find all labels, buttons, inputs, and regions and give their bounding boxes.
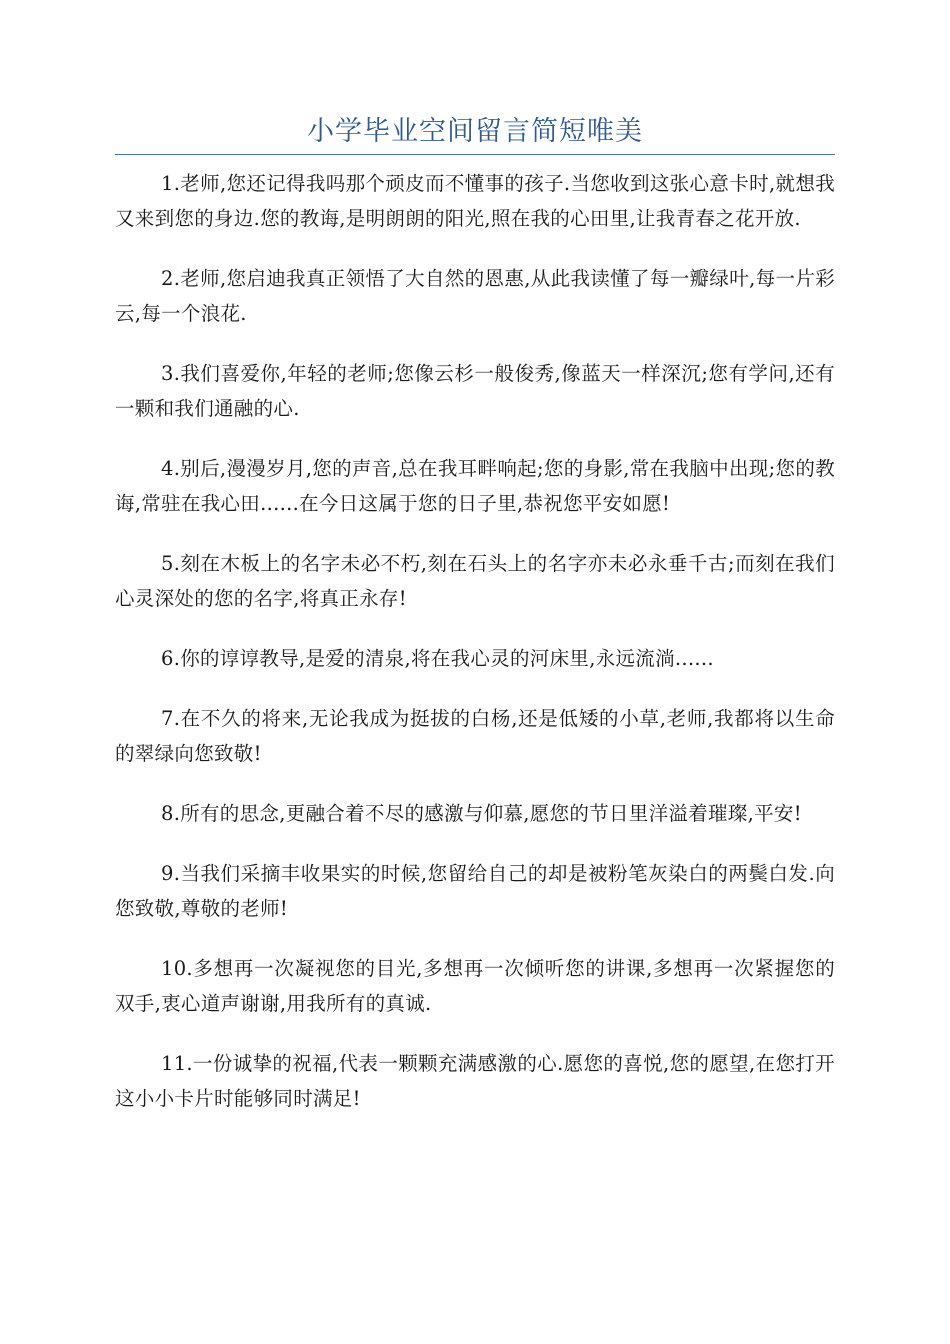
paragraph-8: 8.所有的思念,更融合着不尽的感激与仰慕,愿您的节日里洋溢着璀璨,平安! [161,802,802,825]
page-title: 小学毕业空间留言简短唯美 [307,116,643,147]
paragraph-9: 9.当我们采摘丰收果实的时候,您留给自己的却是被粉笔灰染白的两鬓白发.向您致敬,尊敬的老师! [115,862,835,920]
paragraph-2: 2.老师,您启迪我真正领悟了大自然的恩惠,从此我读懂了每一瓣绿叶,每一片彩云,每一个浪花. [115,267,835,325]
paragraph-11: 11.一份诚挚的祝福,代表一颗颗充满感激的心.愿您的喜悦,您的愿望,在您打开这小小卡片时能够同时满足! [115,1052,835,1110]
paragraph-1: 1.老师,您还记得我吗那个顽皮而不懂事的孩子.当您收到这张心意卡时,就想我又来到您的身边.您的教诲,是明朗朗的阳光,照在我的心田里,让我青春之花开放. [115,172,835,230]
paragraph-10: 10.多想再一次凝视您的目光,多想再一次倾听您的讲课,多想再一次紧握您的双手,衷心道声谢谢,用我所有的真诚. [115,957,835,1015]
document-body [115,166,835,1141]
title-underline [115,154,835,155]
paragraph-4: 4.别后,漫漫岁月,您的声音,总在我耳畔响起;您的身影,常在我脑中出现;您的教诲,常驻在我心田......在今日这属于您的日子里,恭祝您平安如愿! [115,457,835,515]
paragraph-5: 5.刻在木板上的名字未必不朽,刻在石头上的名字亦未必永垂千古;而刻在我们心灵深处的您的名字,将真正永存! [115,552,835,610]
paragraph-3: 3.我们喜爱你,年轻的老师;您像云杉一般俊秀,像蓝天一样深沉;您有学问,还有一颗和我们通融的心. [115,362,835,420]
paragraph-6: 6.你的谆谆教导,是爱的清泉,将在我心灵的河床里,永远流淌...... [161,647,714,670]
paragraph-7: 7.在不久的将来,无论我成为挺拔的白杨,还是低矮的小草,老师,我都将以生命的翠绿向您致敬! [115,707,835,765]
